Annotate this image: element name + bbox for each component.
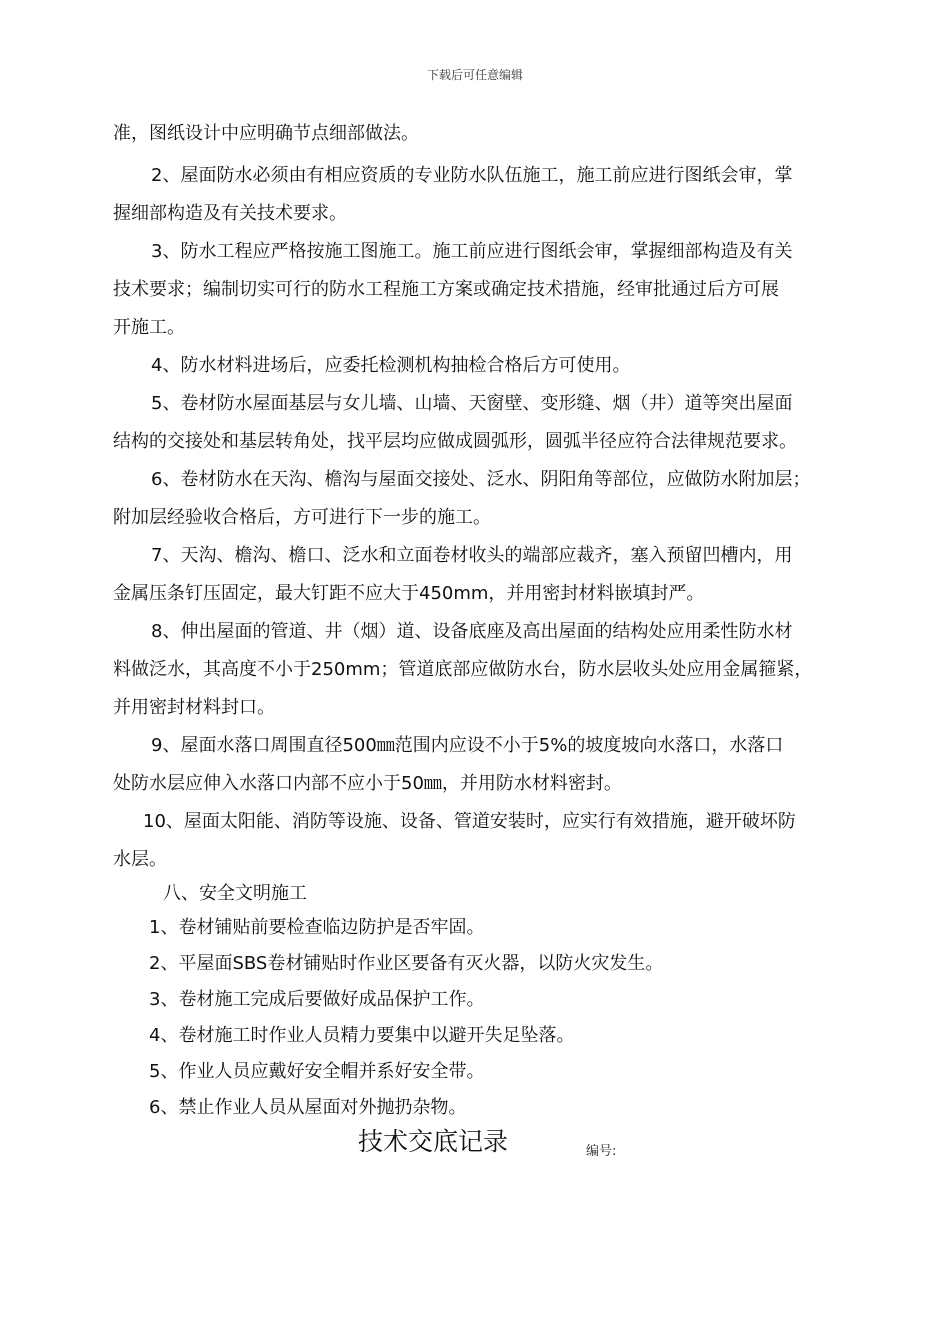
list-item: 6、禁止作业人员从屋面对外抛扔杂物。 xyxy=(149,1097,467,1118)
list-item: 2、平屋面SBS卷材铺贴时作业区要备有灭火器，以防火灾发生。 xyxy=(149,953,664,974)
paragraph-line: 9、屋面水落口周围直径500㎜范围内应设不小于5%的坡度坡向水落口，水落口 xyxy=(151,735,784,756)
paragraph-line: 2、屋面防水必须由有相应资质的专业防水队伍施工，施工前应进行图纸会审，掌 xyxy=(151,165,793,186)
section-heading: 八、安全文明施工 xyxy=(163,883,307,904)
paragraph-line: 并用密封材料封口。 xyxy=(113,697,275,718)
list-item: 5、作业人员应戴好安全帽并系好安全带。 xyxy=(149,1061,485,1082)
paragraph-line: 4、防水材料进场后，应委托检测机构抽检合格后方可使用。 xyxy=(151,355,631,376)
paragraph-line: 3、防水工程应严格按施工图施工。施工前应进行图纸会审，掌握细部构造及有关 xyxy=(151,241,793,262)
paragraph-line: 握细部构造及有关技术要求。 xyxy=(113,203,347,224)
paragraph-line: 6、卷材防水在天沟、檐沟与屋面交接处、泛水、阴阳角等部位，应做防水附加层； xyxy=(151,469,811,490)
paragraph-line: 10、屋面太阳能、消防等设施、设备、管道安装时，应实行有效措施，避开破坏防 xyxy=(143,811,796,832)
paragraph-line: 准，图纸设计中应明确节点细部做法。 xyxy=(113,123,419,144)
page-header-note: 下载后可任意编辑 xyxy=(426,68,523,82)
paragraph-line: 开施工。 xyxy=(113,317,185,338)
paragraph-line: 5、卷材防水屋面基层与女儿墙、山墙、天窗壁、变形缝、烟（井）道等突出屋面 xyxy=(151,393,793,414)
record-title: 技术交底记录 xyxy=(358,1127,509,1156)
paragraph-line: 技术要求；编制切实可行的防水工程施工方案或确定技术措施，经审批通过后方可展 xyxy=(113,279,779,300)
list-item: 4、卷材施工时作业人员精力要集中以避开失足坠落。 xyxy=(149,1025,575,1046)
paragraph-line: 附加层经验收合格后，方可进行下一步的施工。 xyxy=(113,507,491,528)
paragraph-line: 结构的交接处和基层转角处，找平层均应做成圆弧形，圆弧半径应符合法律规范要求。 xyxy=(113,431,797,452)
paragraph-line: 处防水层应伸入水落口内部不应小于50㎜，并用防水材料密封。 xyxy=(113,773,622,794)
list-item: 3、卷材施工完成后要做好成品保护工作。 xyxy=(149,989,485,1010)
paragraph-line: 水层。 xyxy=(113,849,167,870)
paragraph-line: 7、天沟、檐沟、檐口、泛水和立面卷材收头的端部应裁齐，塞入预留凹槽内，用 xyxy=(151,545,793,566)
paragraph-line: 8、伸出屋面的管道、井（烟）道、设备底座及高出屋面的结构处应用柔性防水材 xyxy=(151,621,793,642)
paragraph-line: 金属压条钉压固定，最大钉距不应大于450mm，并用密封材料嵌填封严。 xyxy=(113,583,705,604)
record-code-label: 编号: xyxy=(586,1144,617,1159)
list-item: 1、卷材铺贴前要检查临边防护是否牢固。 xyxy=(149,917,485,938)
paragraph-line: 料做泛水，其高度不小于250mm；管道底部应做防水台，防水层收头处应用金属箍紧， xyxy=(113,659,813,680)
